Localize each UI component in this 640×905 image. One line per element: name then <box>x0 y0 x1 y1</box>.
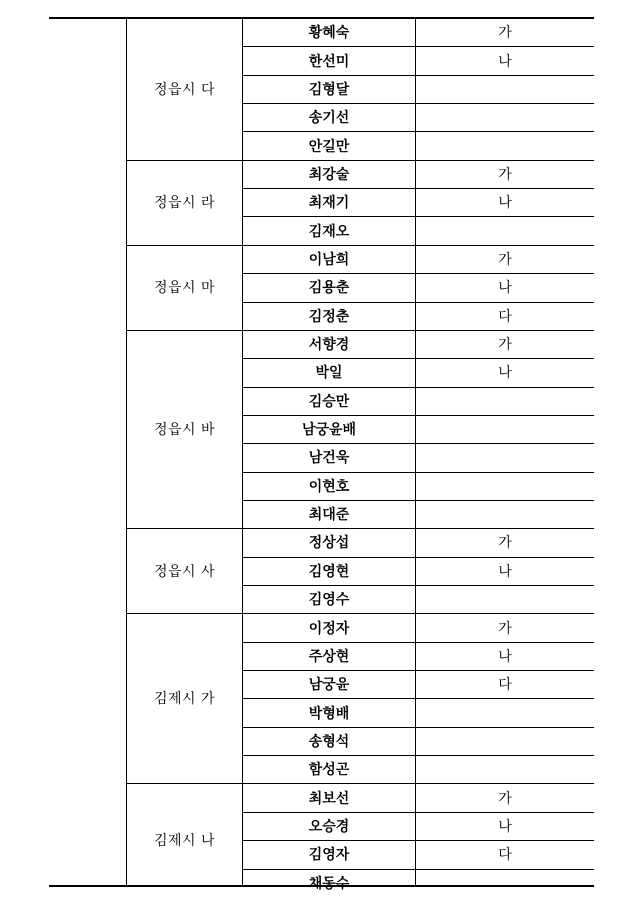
candidate-number <box>416 500 594 528</box>
candidate-name: 오승경 <box>308 818 350 835</box>
candidate-name: 정상섭 <box>308 535 350 552</box>
candidate-number <box>416 585 594 613</box>
candidate-number: 가 <box>498 535 512 552</box>
candidate-name: 주상현 <box>308 648 350 665</box>
candidate-number <box>416 216 594 244</box>
candidate-number: 나 <box>498 365 512 382</box>
candidate-name: 안길만 <box>308 138 350 155</box>
candidate-name: 김영현 <box>308 563 350 580</box>
district-name: 정읍시 바 <box>153 422 216 439</box>
candidate-name: 이정자 <box>308 620 350 637</box>
candidate-name: 최재기 <box>308 195 350 212</box>
candidate-name: 박일 <box>315 365 343 382</box>
candidate-name: 이남희 <box>308 251 350 268</box>
candidate-name: 김재오 <box>308 223 350 240</box>
district-name: 정읍시 사 <box>153 563 216 580</box>
candidate-number: 나 <box>498 818 512 835</box>
candidate-number <box>416 472 594 500</box>
candidate-number <box>416 131 594 159</box>
candidate-name: 최보선 <box>308 790 350 807</box>
candidate-name: 김용춘 <box>308 280 350 297</box>
candidate-name: 송형석 <box>308 733 350 750</box>
candidate-number: 나 <box>498 648 512 665</box>
candidate-name: 최강술 <box>308 166 350 183</box>
candidate-number: 다 <box>498 308 512 325</box>
candidate-number <box>416 727 594 755</box>
district-name: 김제시 나 <box>153 833 216 850</box>
candidate-name: 김승만 <box>308 393 350 410</box>
candidate-number <box>416 387 594 415</box>
candidate-number <box>416 75 594 103</box>
candidate-name: 한선미 <box>308 53 350 70</box>
candidate-number <box>416 755 594 783</box>
candidate-number <box>416 698 594 726</box>
candidate-name: 황혜숙 <box>308 25 350 42</box>
district-name: 정읍시 다 <box>153 81 216 98</box>
candidate-number: 가 <box>498 166 512 183</box>
district-name: 정읍시 라 <box>153 195 216 212</box>
candidate-number <box>416 103 594 131</box>
candidate-number: 가 <box>498 790 512 807</box>
candidate-number: 다 <box>498 677 512 694</box>
candidate-name: 남건욱 <box>308 450 350 467</box>
candidate-name: 김형달 <box>308 81 350 98</box>
candidate-name: 최대준 <box>308 507 350 524</box>
district-name: 정읍시 마 <box>153 280 216 297</box>
candidate-name: 김영수 <box>308 592 350 609</box>
candidate-number <box>416 443 594 471</box>
candidate-number: 가 <box>498 337 512 354</box>
district-name: 김제시 가 <box>153 691 216 708</box>
candidate-number <box>416 869 594 897</box>
candidate-number: 나 <box>498 280 512 297</box>
candidate-number: 가 <box>498 620 512 637</box>
candidate-name: 서향경 <box>308 337 350 354</box>
candidate-number <box>416 415 594 443</box>
candidate-name: 채동수 <box>308 875 350 892</box>
candidate-name: 남궁윤 <box>308 677 350 694</box>
candidate-number: 나 <box>498 563 512 580</box>
candidate-name: 함성곤 <box>308 762 350 779</box>
candidate-name: 김영자 <box>308 847 350 864</box>
candidate-name: 남궁윤배 <box>301 422 357 439</box>
candidate-number: 가 <box>498 251 512 268</box>
candidate-number: 나 <box>498 195 512 212</box>
candidate-name: 박형배 <box>308 705 350 722</box>
candidate-number: 나 <box>498 53 512 70</box>
candidate-name: 이현호 <box>308 478 350 495</box>
candidate-number: 다 <box>498 847 512 864</box>
candidate-number: 가 <box>498 25 512 42</box>
candidate-name: 김정춘 <box>308 308 350 325</box>
candidate-name: 송기선 <box>308 110 350 127</box>
